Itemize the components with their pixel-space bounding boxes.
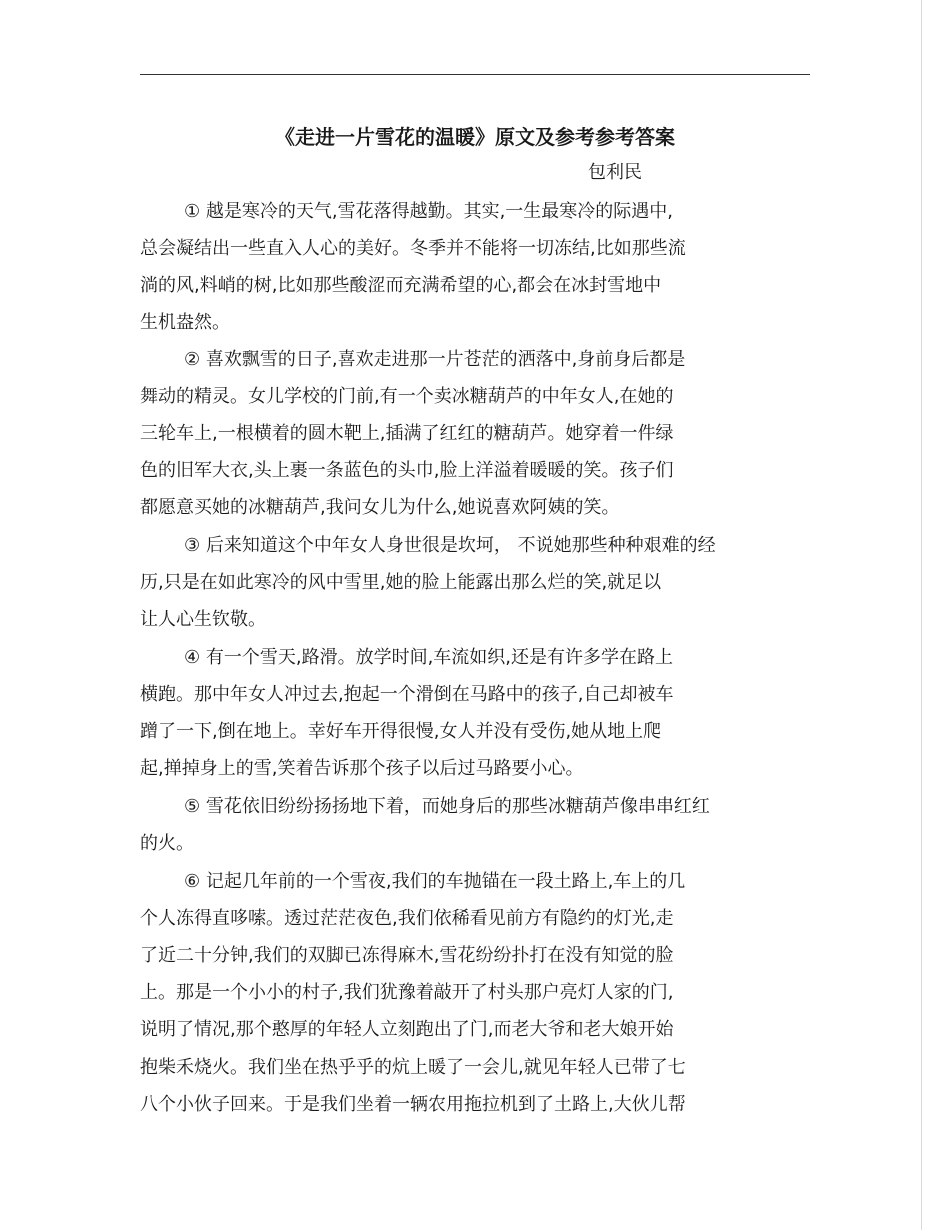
text-line: ③ 后来知道这个中年女人身世很是坎坷， 不说她那些种种艰难的经 [184,535,716,556]
text-line: 淌的风,料峭的树,比如那些酸涩而充满希望的心,都会在冰封雪地中 [140,275,662,296]
text-line: ② 喜欢飘雪的日子,喜欢走进那一片苍茫的洒落中,身前身后都是 [184,349,686,370]
text-line: 让人心生钦敬。 [140,609,266,630]
text-line: 总会凝结出一些直入人心的美好。冬季并不能将一切冻结,比如那些流 [140,238,686,259]
text-line: 三轮车上,一根横着的圆木靶上,插满了红红的糖葫芦。她穿着一件绿 [140,423,674,444]
text-line: 都愿意买她的冰糖葫芦,我问女儿为什么,她说喜欢阿姨的笑。 [140,497,620,518]
text-line: 说明了情况,那个憨厚的年轻人立刻跑出了门,而老大爷和老大娘开始 [140,1019,674,1040]
page-edge-divider [921,0,922,1230]
text-line: 的火。 [140,833,194,854]
text-line: 蹭了一下,倒在地上。幸好车开得很慢,女人并没有受伤,她从地上爬 [140,721,662,742]
text-line: 色的旧军大衣,头上裹一条蓝色的头巾,脸上洋溢着暖暖的笑。孩子们 [140,460,674,481]
text-line: 历,只是在如此寒冷的风中雪里,她的脸上能露出那么烂的笑,就足以 [140,572,662,593]
text-line: 起,掸掉身上的雪,笑着告诉那个孩子以后过马路要小心。 [140,758,584,779]
text-line: ① 越是寒冷的天气,雪花落得越勤。其实,一生最寒冷的际遇中, [184,201,674,222]
text-line: 上。那是一个小小的村子,我们犹豫着敲开了村头那户亮灯人家的门, [140,982,674,1003]
text-line: 个人冻得直哆嗦。透过茫茫夜色,我们依稀看见前方有隐约的灯光,走 [140,908,674,929]
text-line: 横跑。那中年女人冲过去,抱起一个滑倒在马路中的孩子,自己却被车 [140,684,674,705]
text-line: 生机盎然。 [140,312,230,333]
header-rule [140,74,810,75]
text-line: ④ 有一个雪天,路滑。放学时间,车流如织,还是有许多学在路上 [184,647,674,668]
text-line: 舞动的精灵。女儿学校的门前,有一个卖冰糖葫芦的中年女人,在她的 [140,386,674,407]
author-name: 包利民 [588,162,642,183]
text-line: 八个小伙子回来。于是我们坐着一辆农用拖拉机到了土路上,大伙儿帮 [140,1094,686,1115]
text-line: ⑤ 雪花依旧纷纷扬扬地下着，而她身后的那些冰糖葫芦像串串红红 [184,796,710,817]
document-title: 《走进一片雪花的温暖》原文及参考参考答案 [275,125,675,149]
text-line: 抱柴禾烧火。我们坐在热乎乎的炕上暖了一会儿,就见年轻人已带了七 [140,1057,686,1078]
text-line: ⑥ 记起几年前的一个雪夜,我们的车抛锚在一段土路上,车上的几 [184,871,686,892]
text-line: 了近二十分钟,我们的双脚已冻得麻木,雪花纷纷扑打在没有知觉的脸 [140,945,674,966]
